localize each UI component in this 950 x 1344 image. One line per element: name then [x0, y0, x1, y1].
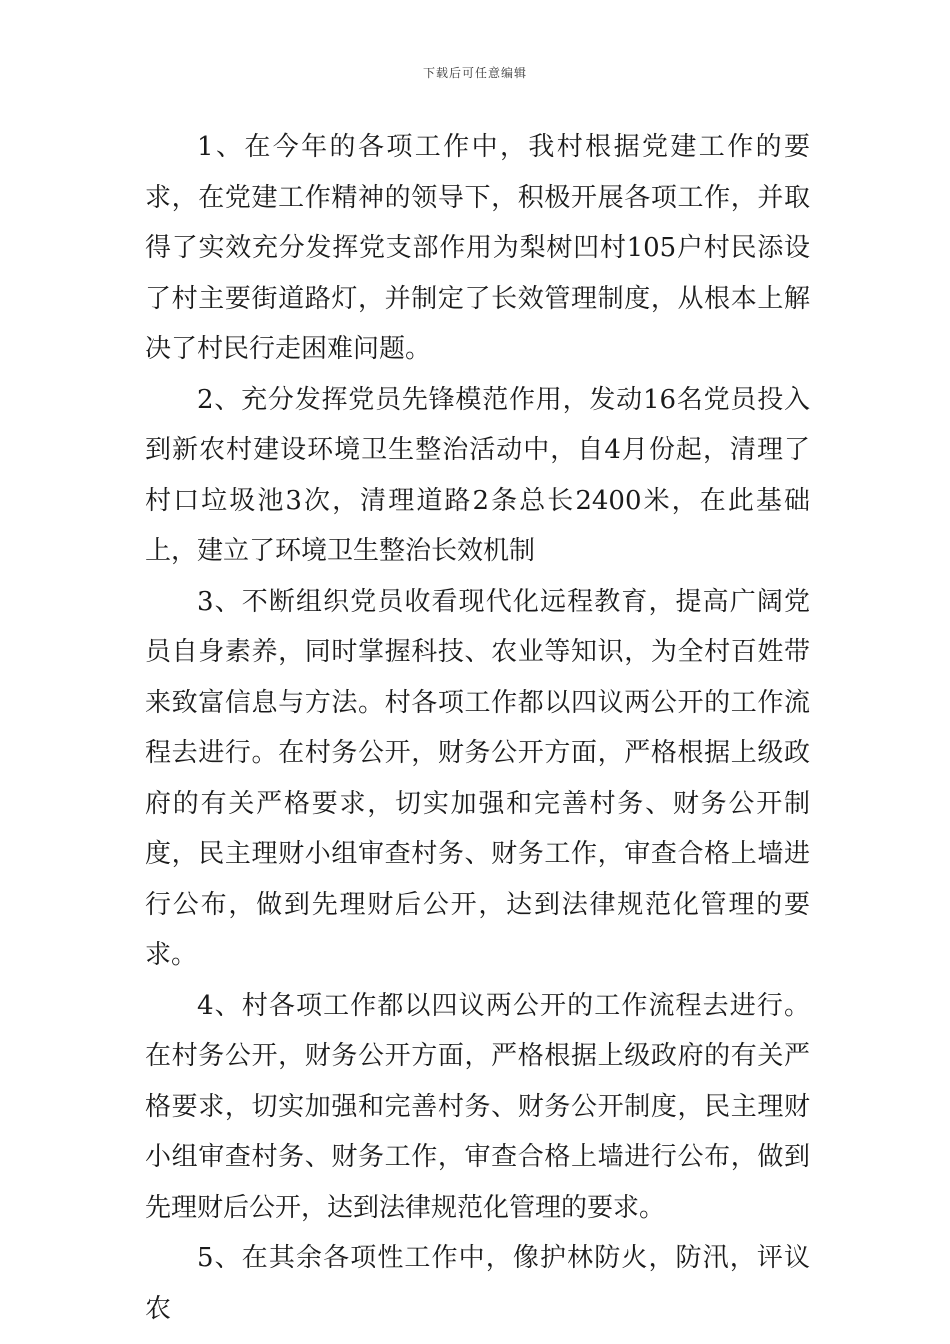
paragraph-1: 1、在今年的各项工作中，我村根据党建工作的要求，在党建工作精神的领导下，积极开展各项工作，并取得了实效充分发挥党支部作用为梨树凹村105户村民添设了村主要街道路灯，并制定了长效管理制度，从根本上解决了村民行走困难问题。	[145, 132, 810, 364]
paragraph-3: 3、不断组织党员收看现代化远程教育，提高广阔党员自身素养，同时掌握科技、农业等知识，为全村百姓带来致富信息与方法。村各项工作都以四议两公开的工作流程去进行。在村务公开，财务公开方面，严格根据上级政府的有关严格要求，切实加强和完善村务、财务公开制度，民主理财小组审查村务、财务工作，审查合格上墙进行公布，做到先理财后公开，达到法律规范化管理的要求。	[145, 586, 810, 970]
paragraph-2: 2、充分发挥党员先锋模范作用，发动16名党员投入到新农村建设环境卫生整治活动中，自4月份起，清理了村口垃圾池3次，清理道路2条总长2400米，在此基础上，建立了环境卫生整治长效机制	[145, 384, 810, 566]
paragraph-4: 4、村各项工作都以四议两公开的工作流程去进行。在村务公开，财务公开方面，严格根据上级政府的有关严格要求，切实加强和完善村务、财务公开制度，民主理财小组审查村务、财务工作，审查合格上墙进行公布，做到先理财后公开，达到法律规范化管理的要求。	[145, 990, 810, 1223]
page-header-note: 下载后可任意编辑	[422, 66, 527, 80]
document-body	[145, 122, 810, 1334]
paragraph-5: 5、在其余各项性工作中，像护林防火，防汛，评议农	[145, 1243, 810, 1324]
